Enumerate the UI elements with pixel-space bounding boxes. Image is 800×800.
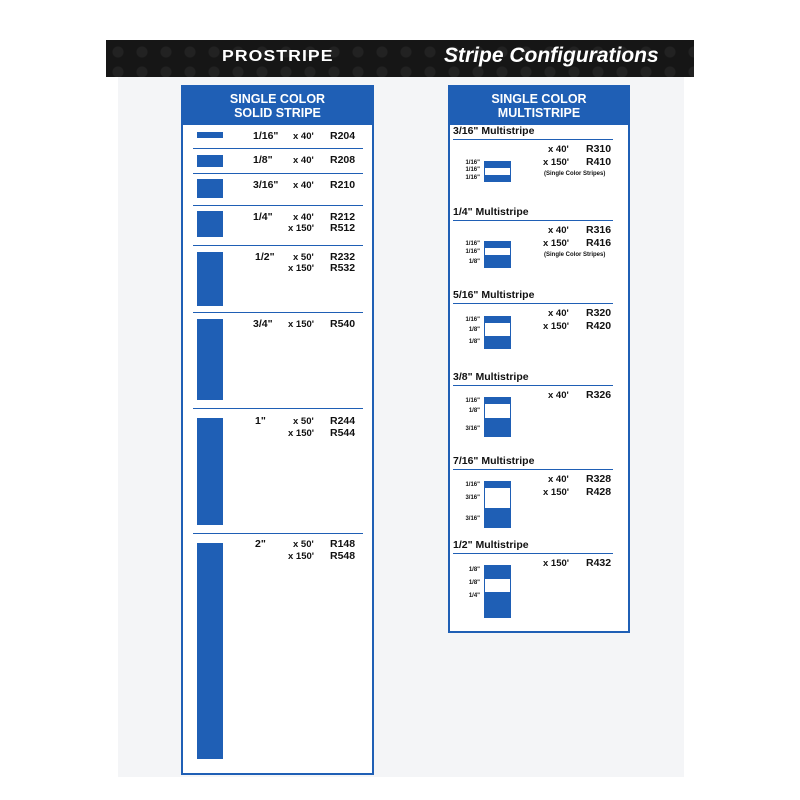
stripe-width-label: 1/16": [465, 167, 480, 173]
multi-length: x 40': [548, 308, 569, 319]
multistripe-sample: [484, 397, 511, 437]
stripe-band: [485, 255, 510, 268]
stripe-band: [485, 398, 510, 404]
solid-size: 2": [255, 538, 266, 550]
row-divider: [193, 173, 363, 174]
solid-code: R532: [330, 262, 356, 274]
row-divider: [193, 245, 363, 246]
solid-code: R244: [330, 415, 356, 427]
stripe-width-label: 1/16": [465, 317, 480, 323]
solid-code: R548: [330, 550, 356, 562]
stripe-band: [485, 175, 510, 182]
solid-length: x 50': [293, 252, 314, 263]
stripe-width-label: 1/16": [465, 249, 480, 255]
multi-code: R320: [586, 307, 612, 319]
stripe-band: [485, 482, 510, 488]
multi-heading-line1: SINGLE COLOR: [491, 92, 587, 106]
multi-heading-line2: MULTISTRIPE: [497, 106, 581, 120]
solid-size: 1": [255, 415, 266, 427]
stripe-width-label: 1/16": [465, 482, 480, 488]
multi-length: x 150': [543, 321, 570, 332]
multi-code: R420: [586, 320, 612, 332]
stripe-width-label: 3/16": [465, 516, 480, 522]
solid-code: R232: [330, 251, 356, 263]
solid-code: R544: [330, 427, 356, 439]
stripe-width-label: 1/8": [468, 259, 480, 265]
stripe-width-label: 1/16": [465, 241, 480, 247]
multistripe-name: 3/16" Multistripe: [453, 125, 535, 137]
solid-code: R212: [330, 211, 356, 223]
stripe-band: [485, 162, 510, 168]
multi-code: R416: [586, 237, 612, 249]
multi-note: (Single Color Stripes): [544, 171, 606, 177]
stripe-band: [485, 317, 510, 323]
solid-heading-line2: SOLID STRIPE: [234, 106, 321, 120]
multistripe-sample: [484, 161, 511, 182]
stripe-swatch-1-16: [197, 132, 223, 138]
stripe-width-label: 1/4": [468, 593, 480, 599]
stripe-swatch-1-2: [197, 252, 223, 306]
solid-size: 1/16": [253, 130, 279, 142]
stripe-swatch-3-4: [197, 319, 223, 400]
stripe-width-label: 1/16": [465, 175, 480, 181]
multistripe-name: 3/8" Multistripe: [453, 371, 529, 383]
stripe-width-label: 1/16": [465, 160, 480, 166]
multistripe-name: 1/4" Multistripe: [453, 206, 529, 218]
solid-size: 1/8": [253, 154, 273, 166]
solid-length: x 50': [293, 539, 314, 550]
multistripe-sample: [484, 481, 511, 528]
row-divider: [193, 205, 363, 206]
solid-size: 3/16": [253, 179, 279, 191]
stripe-width-label: 1/16": [465, 398, 480, 404]
multistripe-name: 5/16" Multistripe: [453, 289, 535, 301]
stripe-swatch-1: [197, 418, 223, 525]
row-divider: [193, 408, 363, 409]
solid-code: R148: [330, 538, 356, 550]
row-divider: [193, 124, 363, 125]
multi-code: R316: [586, 224, 612, 236]
solid-code: R210: [330, 179, 356, 191]
multi-code: R428: [586, 486, 612, 498]
solid-length: x 50': [293, 416, 314, 427]
solid-size: 1/2": [255, 251, 275, 263]
row-divider: [453, 303, 613, 304]
page-title: Stripe Configurations: [444, 44, 659, 67]
multistripe-name: 7/16" Multistripe: [453, 455, 535, 467]
multi-length: x 40': [548, 474, 569, 485]
multi-code: R310: [586, 143, 612, 155]
stripe-width-label: 1/8": [468, 339, 480, 345]
solid-length: x 150': [288, 263, 315, 274]
solid-length: x 40': [293, 212, 314, 223]
stripe-width-label: 1/8": [468, 327, 480, 333]
row-divider: [193, 533, 363, 534]
multistripe-sample: [484, 316, 511, 349]
solid-heading-line1: SINGLE COLOR: [229, 92, 326, 106]
stripe-width-label: 3/16": [465, 426, 480, 432]
stripe-width-label: 1/8": [468, 567, 480, 573]
solid-code: R512: [330, 222, 356, 234]
multi-length: x 150': [543, 238, 570, 249]
stripe-swatch-2: [197, 543, 223, 759]
multi-length: x 40': [548, 144, 569, 155]
solid-length: x 40': [293, 131, 314, 142]
stripe-band: [485, 418, 510, 437]
row-divider: [193, 312, 363, 313]
multistripe-sample: [484, 565, 511, 618]
multi-length: x 150': [543, 487, 570, 498]
row-divider: [453, 553, 613, 554]
solid-size: 1/4": [253, 211, 273, 223]
row-divider: [453, 469, 613, 470]
solid-length: x 150': [288, 223, 315, 234]
multistripe-name: 1/2" Multistripe: [453, 539, 529, 551]
solid-code: R208: [330, 154, 356, 166]
solid-length: x 40': [293, 180, 314, 191]
row-divider: [453, 220, 613, 221]
stripe-width-label: 1/8": [468, 580, 480, 586]
solid-stripe-heading: [183, 87, 372, 125]
stripe-width-label: 3/16": [465, 495, 480, 501]
multi-length: x 40': [548, 390, 569, 401]
multi-note: (Single Color Stripes): [544, 252, 606, 258]
stripe-swatch-3-16: [197, 179, 223, 198]
stripe-band: [485, 566, 510, 579]
stripe-width-label: 1/8": [468, 408, 480, 414]
stripe-swatch-1-4: [197, 211, 223, 237]
multi-code: R328: [586, 473, 612, 485]
multi-length: x 150': [543, 558, 570, 569]
stripe-band: [485, 592, 510, 618]
row-divider: [453, 139, 613, 140]
multi-code: R432: [586, 557, 612, 569]
multi-length: x 40': [548, 225, 569, 236]
multi-code: R326: [586, 389, 612, 401]
multistripe-sample: [484, 241, 511, 268]
solid-length: x 150': [288, 551, 315, 562]
row-divider: [453, 385, 613, 386]
solid-code: R204: [330, 130, 356, 142]
stripe-band: [485, 336, 510, 349]
solid-size: 3/4": [253, 318, 273, 330]
solid-length: x 40': [293, 155, 314, 166]
stripe-band: [485, 242, 510, 248]
solid-length: x 150': [288, 319, 315, 330]
solid-length: x 150': [288, 428, 315, 439]
row-divider: [193, 148, 363, 149]
stripe-swatch-1-8: [197, 155, 223, 167]
stripe-band: [485, 508, 510, 528]
brand-logo: PROSTRIPE: [222, 48, 334, 65]
solid-code: R540: [330, 318, 356, 330]
multistripe-heading: [450, 87, 628, 125]
multi-length: x 150': [543, 157, 570, 168]
multi-code: R410: [586, 156, 612, 168]
